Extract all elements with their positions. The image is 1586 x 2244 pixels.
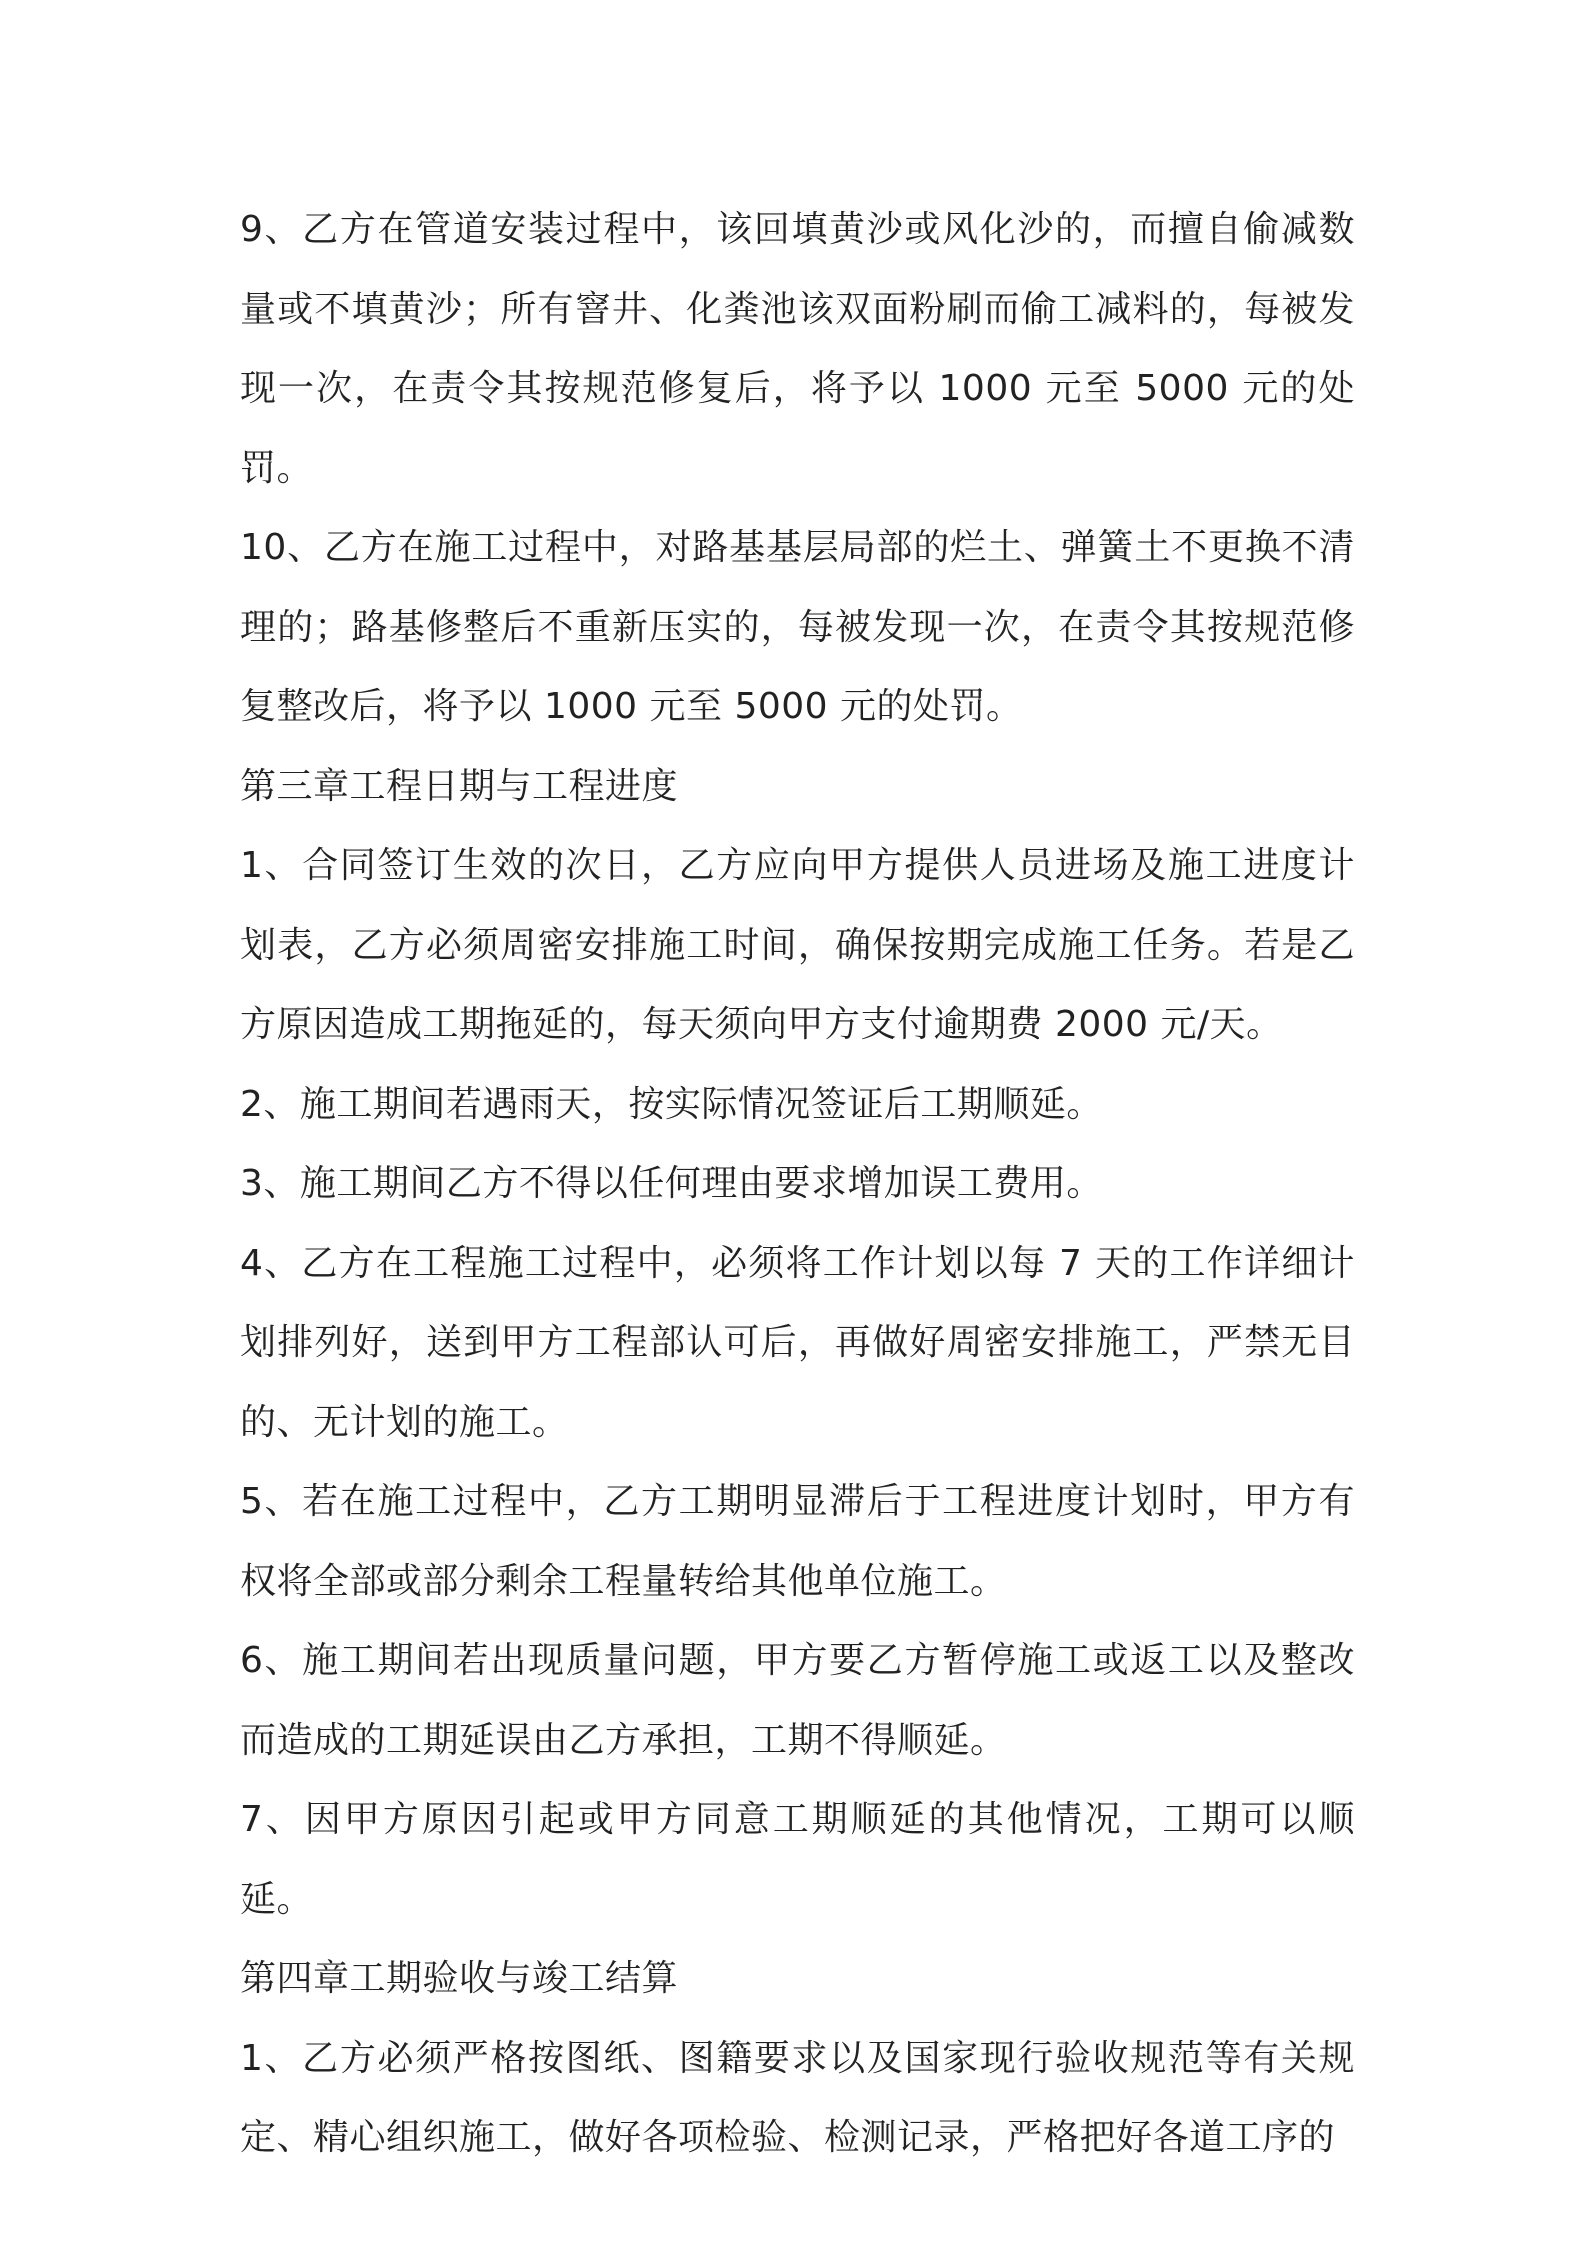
chapter-3-clause-5: 5、若在施工过程中，乙方工期明显滞后于工程进度计划时，甲方有权将全部或部分剩余工程量转给其他单位施工。	[240, 1481, 1355, 1602]
chapter-3-heading: 第三章工程日期与工程进度	[240, 765, 679, 807]
chapter-3-clause-4: 4、乙方在工程施工过程中，必须将工作计划以每 7 天的工作详细计划排列好，送到甲方工程部认可后，再做好周密安排施工，严禁无目的、无计划的施工。	[240, 1242, 1355, 1443]
clause-10: 10、乙方在施工过程中，对路基基层局部的烂土、弹簧土不更换不清理的；路基修整后不重新压实的，每被发现一次，在责令其按规范修复整改后，将予以 1000 元至 5000 元的处罚。	[240, 527, 1355, 727]
chapter-3-clause-3: 3、施工期间乙方不得以任何理由要求增加误工费用。	[240, 1163, 1103, 1204]
document-page	[240, 190, 1355, 2178]
chapter-3-clause-2: 2、施工期间若遇雨天，按实际情况签证后工期顺延。	[240, 1083, 1103, 1125]
chapter-3-clause-1: 1、合同签订生效的次日，乙方应向甲方提供人员进场及施工进度计划表，乙方必须周密安排施工时间，确保按期完成施工任务。若是乙方原因造成工期拖延的，每天须向甲方支付逾期费 2000 元/天。	[240, 845, 1355, 1045]
chapter-3-clause-7: 7、因甲方原因引起或甲方同意工期顺延的其他情况，工期可以顺延。	[240, 1799, 1355, 1920]
clause-9: 9、乙方在管道安装过程中，该回填黄沙或风化沙的，而擅自偷减数量或不填黄沙；所有窨井、化粪池该双面粉刷而偷工减料的，每被发现一次，在责令其按规范修复后，将予以 1000 元至 5000 元的处罚。	[240, 209, 1355, 489]
chapter-3-clause-6: 6、施工期间若出现质量问题，甲方要乙方暂停施工或返工以及整改而造成的工期延误由乙方承担，工期不得顺延。	[240, 1640, 1355, 1761]
chapter-4-heading: 第四章工期验收与竣工结算	[240, 1958, 679, 1999]
chapter-4-clause-1: 1、乙方必须严格按图纸、图籍要求以及国家现行验收规范等有关规定、精心组织施工，做好各项检验、检测记录，严格把好各道工序的	[240, 2037, 1355, 2158]
